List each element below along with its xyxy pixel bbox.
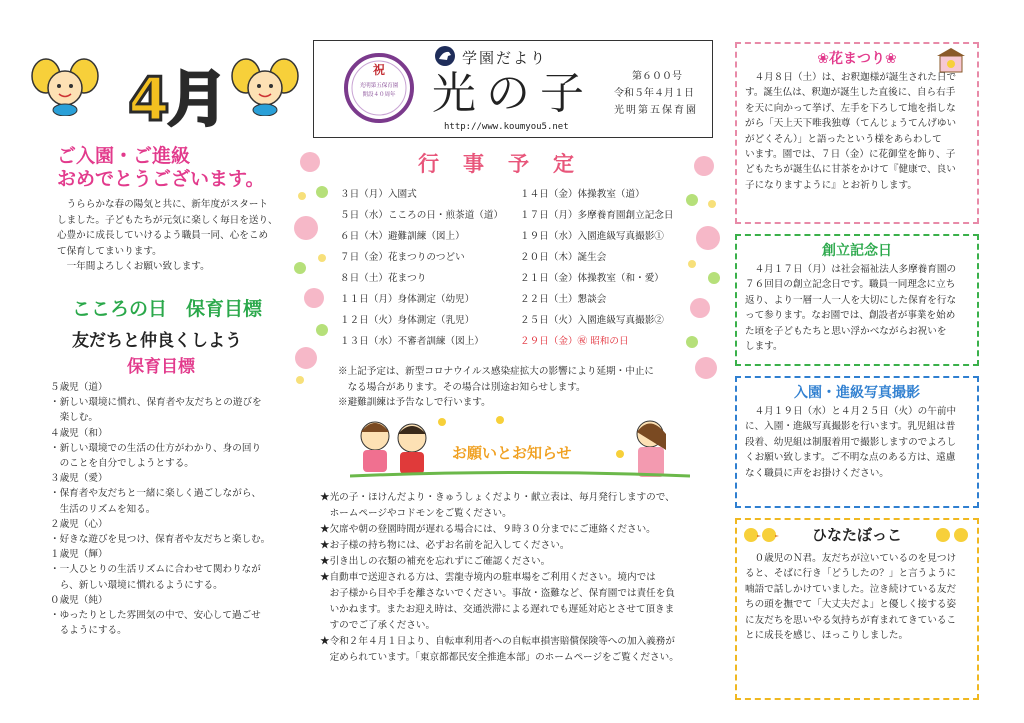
hinata-title: ひなたぼっこ (811, 526, 902, 544)
goals-slogan: 友だちと仲良くしよう (72, 331, 242, 351)
bee-flower-icon (30, 54, 100, 116)
badge-text: 祝 (372, 63, 385, 77)
notices-list (320, 490, 720, 666)
hinata-box (735, 518, 979, 700)
hinata-body: ０歳児のＮ君。友だちが泣いているのを見つけ ると、そばに行き「どうしたの？」と言うように 喃語で話しかけていました。泣き続けている友だ ちの頭を撫でて「大丈夫だよ」と優しく接する姿 に友だちを思いやる気持ちが育まれてきているこ とに成長を感じ、ほっこりしました。 (745, 553, 957, 642)
list-item: ３日（月）入園式 (340, 189, 417, 200)
list-item: ２２日（土）懇談会 (520, 294, 607, 305)
list-item: １９日（水）入園進級写真撮影① (520, 231, 664, 242)
list-item: ３歳児（愛） (50, 473, 108, 485)
list-item: ・好きな遊びを見つけ、保育者や友だちと楽しむ。 (50, 534, 271, 546)
founding-box (735, 234, 979, 366)
list-item: ★欠席や朝の登園時間が遅れる場合には、９時３０分までにご連絡ください。 (320, 524, 656, 535)
list-item: のことを自分でしようとする。 (50, 458, 194, 470)
list-item: ２歳児（心） (50, 518, 108, 530)
list-item: ５日（水）こころの日・煎茶道（道） (340, 210, 504, 221)
list-item: ２１日（金）体操教室（和・愛） (520, 273, 664, 284)
notices-title: お願いとお知らせ (452, 444, 572, 462)
list-item: ・新しい環境に慣れ、保育者や友だちとの遊びを (50, 397, 262, 409)
bee-flower-icon (230, 54, 300, 116)
list-item: 生活のリズムを知る。 (50, 503, 156, 515)
list-item: １歳児（輝） (50, 549, 108, 561)
newsletter-label: 学園だより (462, 49, 548, 67)
goals-list (50, 380, 300, 638)
list-item: ・ゆったりとした雰囲気の中で、安心して過ごせ (50, 610, 261, 622)
website-url: http://www.koumyou5.net (444, 122, 569, 132)
horse-logo-icon (434, 45, 456, 67)
welcome-heading: ご入園・ご進級 おめでとうございます。 (57, 145, 265, 190)
newsletter-header (313, 40, 713, 138)
welcome-body: うららかな春の陽気と共に、新年度がスタート しました。子どもたちが元気に楽しく毎日を送り、 心豊かに成長していけるよう職員一同、心をこめ て保育してまいります。 一年間よろしくお願い致します。 (57, 199, 278, 273)
list-item: ★お子様の持ち物には、必ずお名前を記入してください。 (320, 540, 570, 551)
list-item: お子様から目や手を離さないでください。事故・盗難など、保育園では責任を負 (320, 588, 675, 599)
list-item: １２日（火）身体測定（乳児） (340, 315, 475, 326)
sakura-decoration-icon (682, 148, 722, 388)
list-item: ２９日（金）㊗ 昭和の日 (520, 336, 629, 347)
list-item: すのでご了承ください。 (320, 620, 436, 631)
hanamatsuri-title: ❀花まつり❀ (817, 51, 897, 67)
list-item: ホームページやコドモンをご覧ください。 (320, 508, 512, 519)
photo-box (735, 376, 979, 508)
badge-text: 開設４０周年 (362, 92, 396, 98)
events-notes: ※上記予定は、新型コロナウイルス感染症拡大の影響により延期・中止に なる場合があります。その場合は別途お知らせします。 ※避難訓練は予告なしで行います。 (338, 366, 655, 409)
badge-text: 光明第五保育園 (359, 83, 399, 89)
list-item: ６日（木）避難訓練（図上） (340, 231, 465, 242)
list-item: ２０日（木）誕生会 (520, 252, 607, 263)
list-item: ★引き出しの衣類の補充を忘れずにご確認ください。 (320, 556, 551, 567)
list-item: ２５日（火）入園進級写真撮影② (520, 315, 664, 326)
list-item: ８日（土）花まつり (340, 273, 427, 284)
chick-icon (933, 524, 973, 544)
sakura-decoration-icon (292, 148, 332, 388)
list-item: ★自動車で送迎される方は、雲龍寺境内の駐車場をご利用ください。境内では (320, 572, 656, 583)
list-item: １７日（月）多摩養育園創立記念日 (520, 210, 674, 221)
list-item: 定められています。「東京都都民安全推進本部」のホームページをご覧ください。 (320, 652, 679, 663)
flower-temple-icon (933, 46, 969, 76)
list-item: ら、新しい環境に慣れるようにする。 (50, 579, 223, 591)
events-title: 行事予定 (418, 152, 598, 176)
list-item: １３日（水）不審者訓練（図上） (340, 336, 484, 347)
list-item: るようにする。 (50, 625, 127, 637)
list-item: ・新しい環境での生活の仕方がわかり、身の回り (50, 442, 262, 454)
list-item: ・一人ひとりの生活リズムに合わせて関わりなが (50, 564, 261, 576)
founding-title: 創立記念日 (822, 243, 892, 259)
list-item: いかねます。またお迎え時は、交通渋滞による遅れでも遅延対応とさせて頂きま (320, 604, 675, 615)
issue-number: 第６００号 (632, 71, 682, 82)
list-item: １１日（月）身体測定（幼児） (340, 294, 475, 305)
list-item: 楽しむ。 (50, 412, 98, 424)
page-title: 光の子 (432, 68, 594, 119)
month-title (20, 48, 290, 135)
photo-title: 入園・進級写真撮影 (794, 385, 920, 401)
list-item: ★光の子・ほけんだより・きゅうしょくだより・献立表は、毎月発行しますので、 (320, 492, 675, 503)
hanamatsuri-box (735, 42, 979, 224)
founding-body: ４月１７日（月）は社会福祉法人多摩養育園の ７６回目の創立記念日です。職員一同理念に立ち 返り、より一層一人一人を大切にした保育を行な って参ります。なお園では、創設者が事業を始め た頃を子どもたちと思い浮かべながらお祝いを します。 (745, 264, 957, 353)
list-item: ★令和２年４月１日より、自転車利用者への自転車損害賠償保険等への加入義務が (320, 636, 675, 647)
goals-heading: こころの日 保育目標 (72, 298, 263, 320)
list-item: ・保育者や友だちと一緒に楽しく過ごしながら、 (50, 488, 262, 500)
photo-body: ４月１９日（水）と４月２５日（火）の午前中 に、入園・進級写真撮影を行います。乳児組は普 段着、幼児組は制服着用で撮影しますのでよろし くお願い致します。ご不明な点のある方は、遠慮 なく職員に声をお掛けください。 (745, 406, 957, 479)
list-item: ４歳児（和） (50, 427, 108, 439)
list-item: １４日（金）体操教室（道） (520, 189, 645, 200)
list-item: ５歳児（道） (50, 382, 108, 393)
publisher: 光明第五保育園 (614, 105, 698, 116)
issue-date: 令和５年４月１日 (614, 88, 694, 99)
list-item: ０歳児（純） (50, 594, 108, 606)
goals-subheading: 保育目標 (127, 357, 195, 377)
chick-icon (741, 524, 781, 544)
hanamatsuri-body: ４月８日（土）は、お釈迦様が誕生された日で す。誕生仏は、釈迦が誕生した直後に、自ら右手 を天に向かって挙げ、左手を下ろして地を指しな がら「天上天下唯我独尊（てんじょうてんげゆい がどくそん）」と語ったという様をあらわして います。園では、７日（金）に花御堂を飾り、子 どもたちが誕生仏に甘茶をかけて『健康で、良い 子になりますように』とお祈りします。 (745, 72, 957, 191)
month-label: 4月 (128, 65, 226, 135)
list-item: ７日（金）花まつりのつどい (340, 252, 465, 263)
